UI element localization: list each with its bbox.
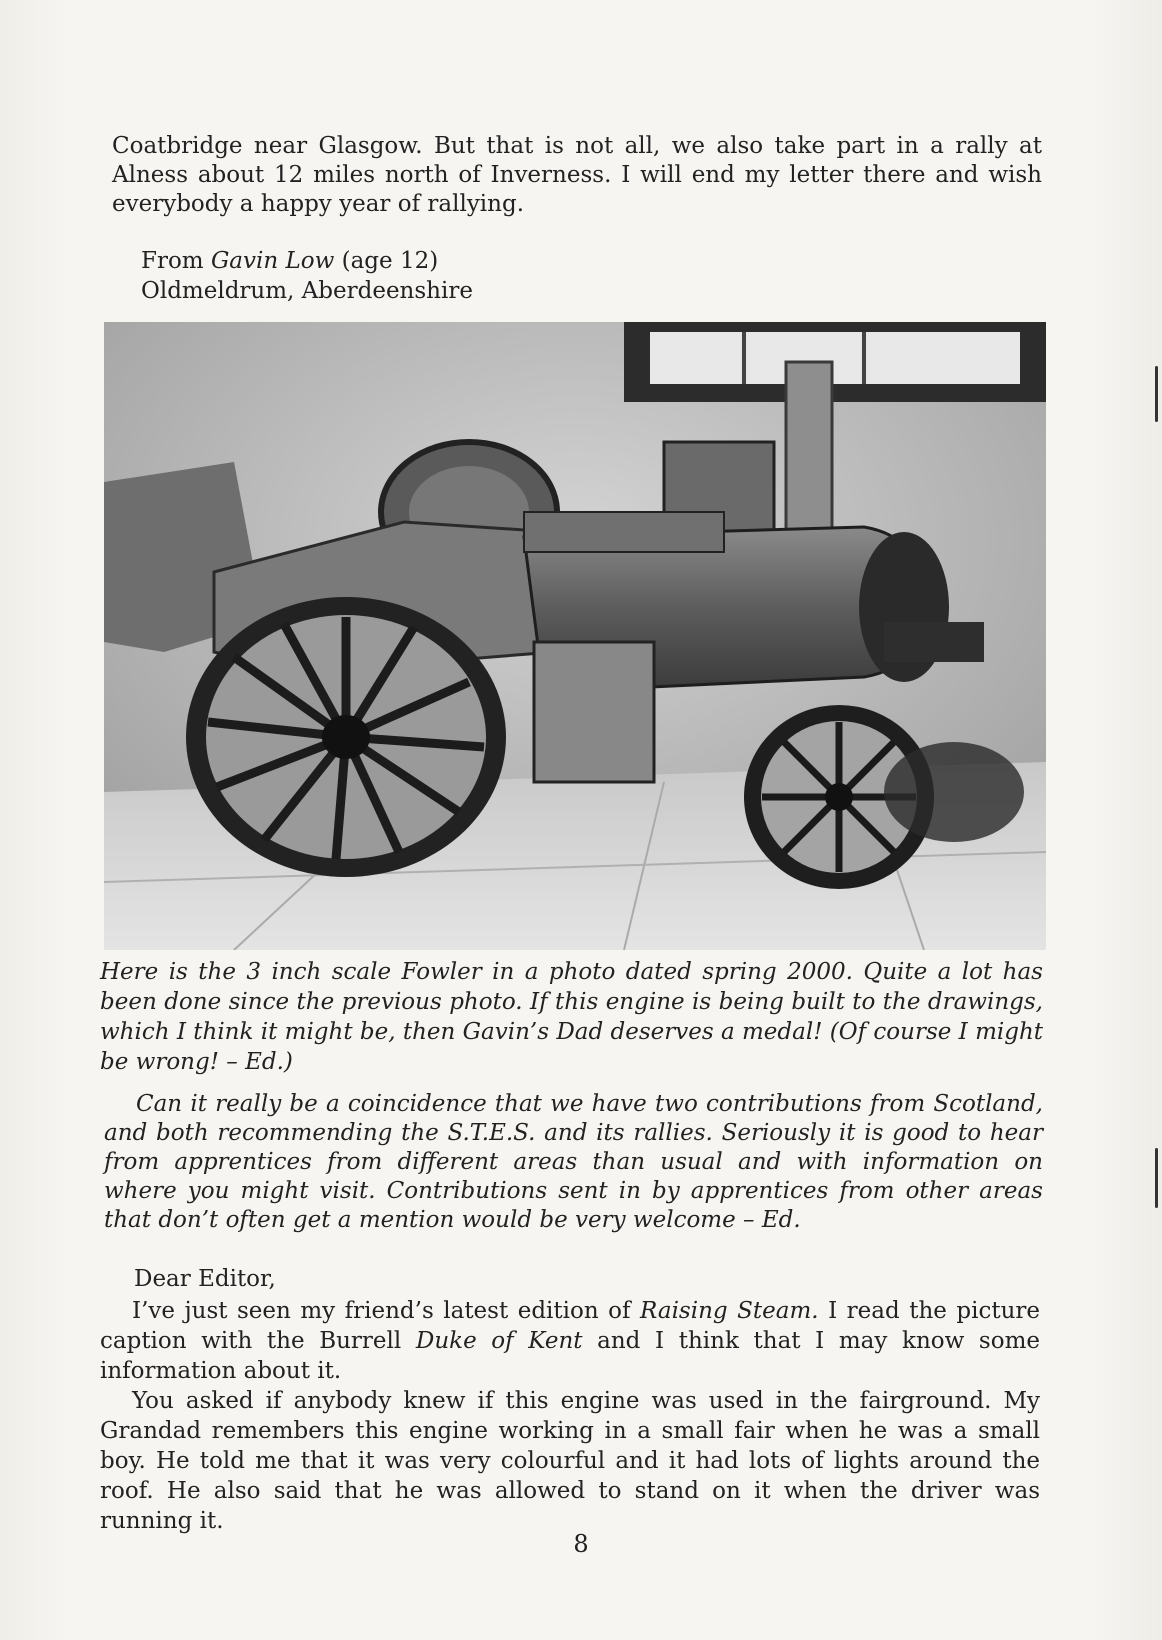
letter-p1-part-a: I’ve just seen my friend’s latest edition of (132, 1298, 641, 1324)
page-number: 8 (573, 1530, 589, 1558)
author-age: (age 12) (341, 248, 439, 274)
engine-photo (104, 322, 1046, 950)
fowler-traction-engine-image (104, 322, 1046, 950)
from-label: From (141, 248, 204, 274)
letter-signoff (141, 246, 473, 306)
letter-paragraph-2: You asked if anybody knew if this engine was used in the fairground. My Grandad remembers this engine working in a small fair when he was a small boy. He told me that it was very colourful and it had lots of lights around the roof. He also said that he was allowed to stand on it when the driver was running it. (100, 1388, 1040, 1534)
author-location: Oldmeldrum, Aberdeenshire (141, 278, 473, 304)
rear-wheel (186, 597, 506, 877)
magazine-title: Raising Steam. (640, 1298, 819, 1324)
letter-salutation: Dear Editor, (134, 1266, 276, 1292)
engine-name: Duke of Kent (415, 1328, 583, 1354)
author-name: Gavin Low (210, 248, 335, 274)
intro-paragraph: Coatbridge near Glasgow. But that is not all, we also take part in a rally at Alness about 12 miles north of Inverness. I will end my letter there and wish everybody a happy year of rallying. (112, 133, 1042, 217)
staple-mark (1155, 1148, 1158, 1208)
signoff-line-1 (141, 246, 473, 276)
letter-p1-part-b: I read the picture caption with the Burrell (100, 1298, 1040, 1354)
letter-p1-part-c: and I think that I may know some information about it. (100, 1328, 1041, 1384)
letter-paragraph-1 (100, 1296, 1040, 1386)
staple-mark (1155, 366, 1158, 422)
editor-note: Can it really be a coincidence that we have two contributions from Scotland, and both recommending the S.T.E.S. and its rallies. Seriously it is good to hear from apprentices from different areas than usual and with information on where you might visit. Contributions sent in by apprentices from other areas that don’t often get a mention would be very welcome – Ed. (104, 1091, 1043, 1233)
photo-caption: Here is the 3 inch scale Fowler in a photo dated spring 2000. Quite a lot has been done since the previous photo. If this engine is being built to the drawings, which I think it might be, then Gavin’s Dad deserves a medal! (Of course I might be wrong! – Ed.) (100, 959, 1044, 1075)
